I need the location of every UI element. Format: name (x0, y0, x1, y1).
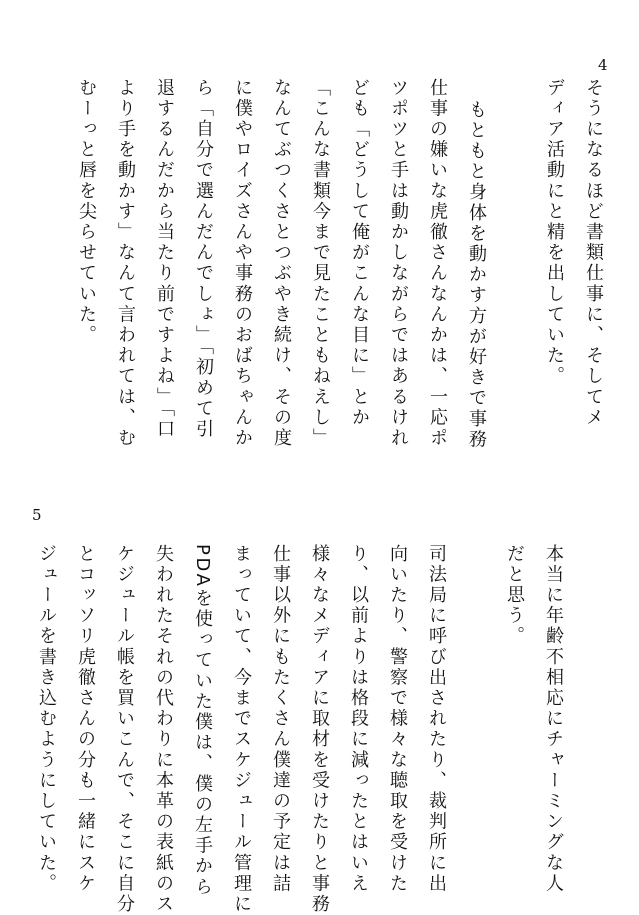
text-column: り、以前よりは格段に減ったとはいえ (348, 544, 369, 895)
text-column: 向いたり、警察で様々な聴取を受けた (387, 544, 408, 895)
text-column: 本当に年齢不相応にチャーミングな人 (543, 544, 564, 895)
text-column: ディア活動にと精を出していた。 (544, 78, 565, 387)
page-number-4: 4 (598, 56, 608, 74)
text-column: ども「どうして俺がこんな目に」とか (349, 78, 370, 429)
text-column: そうになるほど書類仕事に、そしてメ (583, 78, 604, 429)
page-number-5: 5 (32, 506, 42, 524)
text-column: 退するんだから当たり前ですよね」「口 (154, 78, 175, 440)
text-column: ツポツと手は動かしながらではあるけれ (388, 78, 409, 449)
text-column: とコッソリ虎徹さんの分も一緒にスケ (75, 544, 96, 895)
text-column: なんてぶつくさとつぶやき続け、その度 (271, 78, 292, 449)
text-column: 「こんな書類今まで見たこともねえし」 (310, 78, 331, 449)
text-column: に僕やロイズさんや事務のおばちゃんか (232, 78, 253, 449)
text-column: もともと身体を動かす方が好きで事務 (466, 100, 487, 451)
text-column: むーっと唇を尖らせていた。 (76, 78, 97, 346)
text-column: まっていて、今までスケジュール管理に (231, 544, 252, 915)
text-column: 失われたそれの代わりに本革の表紙のス (153, 544, 174, 915)
text-column: PDAを使っていた僕は、僕の左手から (192, 544, 213, 898)
text-column: だと思う。 (504, 544, 525, 647)
text-column: 様々なメディアに取材を受けたりと事務 (309, 544, 330, 915)
text-column: 仕事の嫌いな虎徹さんなんかは、一応ポ (427, 78, 448, 449)
text-column: より手を動かす」なんて言われては、む (115, 78, 136, 449)
text-column: ら「自分で選んだんでしょ」「初めて引 (193, 78, 214, 440)
text-column: 司法局に呼び出されたり、裁判所に出 (426, 544, 447, 895)
text-column: ケジュール帳を買いこんで、そこに自分 (114, 544, 135, 915)
text-column: 仕事以外にもたくさん僕達の予定は詰 (270, 544, 291, 895)
text-column: ジュールを書き込むようにしていた。 (36, 544, 57, 895)
